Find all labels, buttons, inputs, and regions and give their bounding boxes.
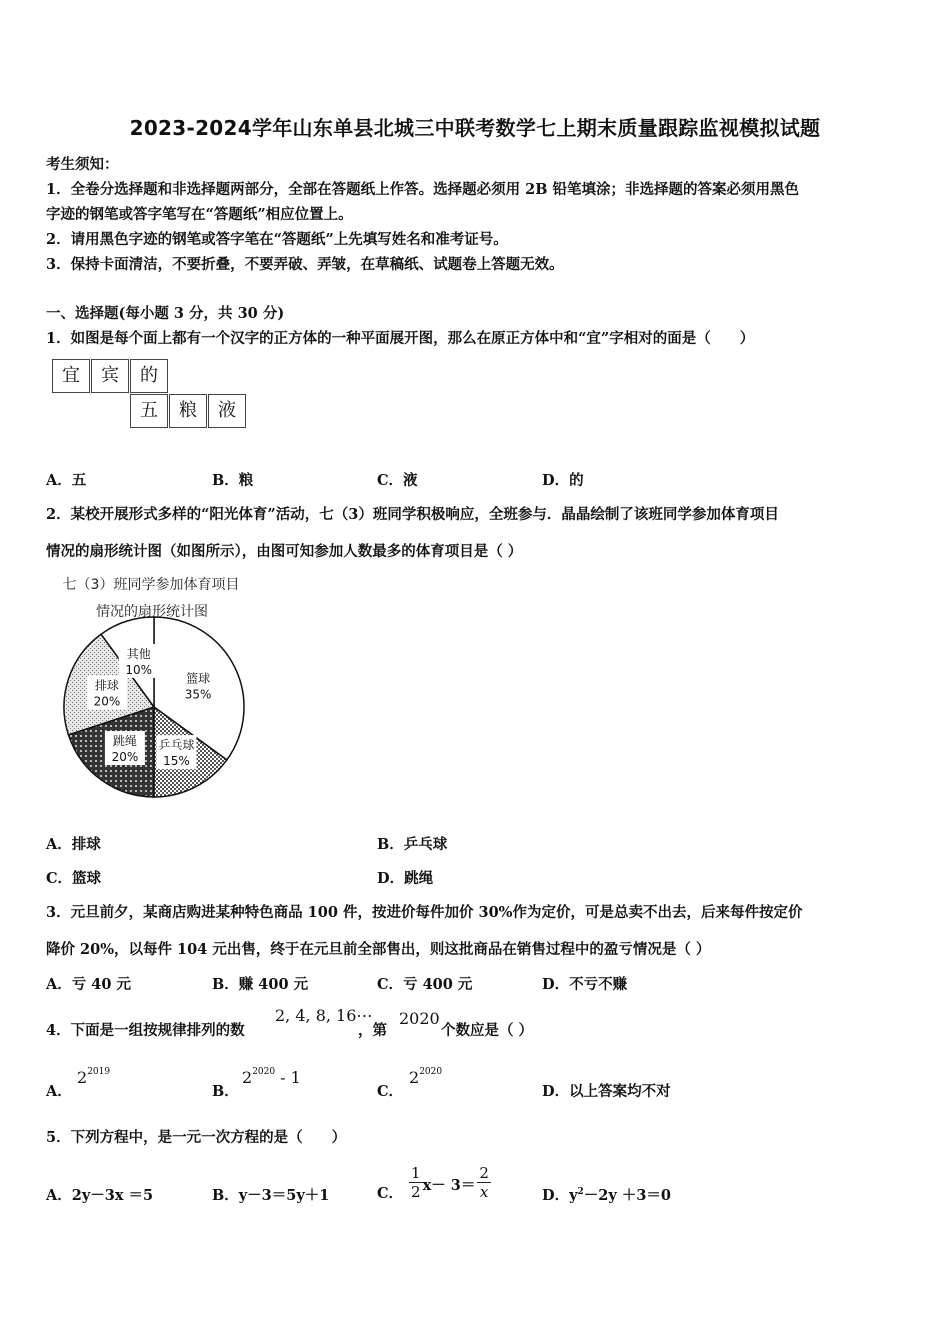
page-title: 2023-2024学年山东单县北城三中联考数学七上期末质量跟踪监视模拟试题 xyxy=(129,116,821,140)
q4-n: 2020 xyxy=(399,1009,440,1028)
q3-option-a: A．亏 40 元 xyxy=(46,976,132,993)
q2-stem-line-1: 2．某校开展形式多样的“阳光体育”活动，七（3）班同学积极响应，全班参与．晶晶绘制了该班同学参加体育项目 xyxy=(46,506,779,523)
q1-option-b: B．粮 xyxy=(212,472,254,489)
q4-option-a-value: $2^{2019}$ xyxy=(77,1067,111,1087)
notice-line-1b: 字迹的钢笔或答字笔写在“答题纸”相应位置上。 xyxy=(46,206,353,223)
q5-option-a: A．2y－3x ＝5 xyxy=(46,1187,154,1204)
net-cell: 液 xyxy=(208,394,246,428)
q5-option-b: B．y－3＝5y＋1 xyxy=(212,1187,330,1204)
q4-stem-pre: 4．下面是一组按规律排列的数 xyxy=(46,1022,245,1039)
q4-option-b-value: $2^{2020} - 1$ xyxy=(242,1067,301,1087)
net-cell: 宜 xyxy=(52,359,90,393)
q4-option-c-value: $2^{2020}$ xyxy=(409,1067,443,1087)
q4-option-d: D．以上答案均不对 xyxy=(542,1083,671,1100)
q4-option-c-label: C． xyxy=(377,1083,404,1100)
pie-label-2: 跳绳 xyxy=(112,734,137,749)
notice-line-3: 3．保持卡面清洁，不要折叠，不要弄破、弄皱，在草稿纸、试题卷上答题无效。 xyxy=(46,256,564,273)
q1-stem: 1．如图是每个面上都有一个汉字的正方体的一种平面展开图，那么在原正方体中和“宜”字相对的面是（ ） xyxy=(46,330,755,347)
q3-stem-line-2: 降价 20%，以每件 104 元出售，终于在元旦前全部售出，则这批商品在销售过程中的盈亏情况是（ ） xyxy=(46,941,711,958)
q5-stem: 5．下列方程中，是一元一次方程的是（ ） xyxy=(46,1129,347,1146)
q1-option-a: A．五 xyxy=(46,472,87,489)
notice-heading: 考生须知： xyxy=(46,156,119,173)
pie-percent-3: 20% xyxy=(93,694,121,709)
section-heading: 一、选择题(每小题 3 分，共 30 分) xyxy=(46,305,285,322)
q3-stem-line-1: 3．元旦前夕，某商店购进某种特色商品 100 件，按进价每件加价 30%作为定价，可是总卖不出去，后来每件按定价 xyxy=(46,904,803,921)
q2-option-c: C．篮球 xyxy=(46,870,102,887)
net-cell: 五 xyxy=(130,394,168,428)
pie-percent-4: 10% xyxy=(125,662,153,677)
pie-chart xyxy=(40,570,280,820)
net-cell: 的 xyxy=(130,359,168,393)
chart-title: 七（3）班同学参加体育项目 xyxy=(62,577,240,593)
q4-stem-post: 个数应是（ ） xyxy=(441,1022,534,1039)
pie-percent-1: 15% xyxy=(163,754,190,769)
fraction-1-over-2: $\frac{1}{2}$ xyxy=(411,1163,421,1201)
q4-option-a-label: A． xyxy=(46,1083,72,1100)
chart-subtitle: 情况的扇形统计图 xyxy=(96,604,208,620)
q2-stem-line-2: 情况的扇形统计图（如图所示），由图可知参加人数最多的体育项目是（ ） xyxy=(46,543,523,560)
q5-option-c xyxy=(377,1160,491,1204)
q1-option-d: D．的 xyxy=(542,472,584,489)
q4-option-b-label: B． xyxy=(212,1083,239,1100)
q4-stem-mid: ，第 xyxy=(358,1022,387,1039)
pie-label-0: 篮球 xyxy=(186,671,211,686)
q5-option-c-label: C． xyxy=(377,1184,404,1202)
pie-percent-2: 20% xyxy=(111,750,139,765)
pie-label-3: 排球 xyxy=(94,678,119,693)
q1-option-c: C．液 xyxy=(377,472,418,489)
notice-line-2: 2．请用黑色字迹的钢笔或答字笔在“答题纸”上先填写姓名和准考证号。 xyxy=(46,231,508,248)
notice-line-1a: 1．全卷分选择题和非选择题两部分，全部在答题纸上作答。选择题必须用 2B 铅笔填涂；非选择题的答案必须用黑色 xyxy=(46,181,800,198)
q3-option-d: D．不亏不赚 xyxy=(542,976,628,993)
q4-sequence: 2, 4, 8, 16⋯ xyxy=(275,1006,373,1025)
pie-percent-0: 35% xyxy=(184,687,212,702)
q5-option-d: D．$y^2-2y +3=0$ xyxy=(542,1187,672,1204)
pie-label-4: 其他 xyxy=(126,646,151,661)
q3-option-b: B．赚 400 元 xyxy=(212,976,309,993)
q2-option-d: D．跳绳 xyxy=(377,870,434,887)
net-cell: 粮 xyxy=(169,394,207,428)
q5-option-c-mid: x－ 3＝ xyxy=(422,1176,476,1194)
q2-option-a: A．排球 xyxy=(46,836,101,853)
pie-label-1: 乒乓球 xyxy=(158,738,195,753)
q2-option-b: B．乒乓球 xyxy=(377,836,448,853)
net-cell: 宾 xyxy=(91,359,129,393)
q3-option-c: C．亏 400 元 xyxy=(377,976,473,993)
fraction-2-over-x: $\frac{2}{x}$ xyxy=(479,1163,489,1201)
